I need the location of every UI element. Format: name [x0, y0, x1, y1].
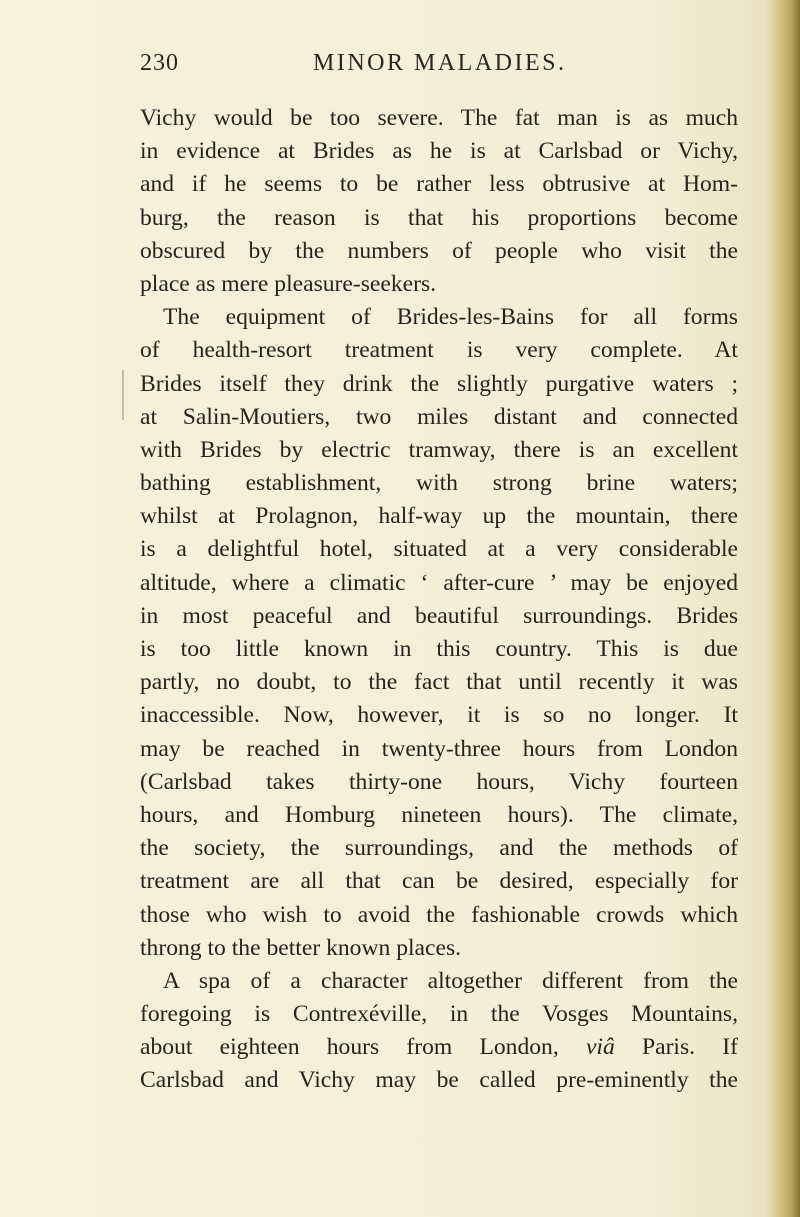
text-line: place as mere pleasure-seekers. [140, 270, 437, 297]
text-line: Vichy would be too severe. The fat man is as much [140, 105, 738, 131]
running-head: MINOR MALADIES. [313, 50, 567, 76]
text-line: burg, the reason is that his proportions become [140, 204, 738, 231]
italic-word: viâ [585, 1034, 615, 1061]
text-line: bathing establishment, with strong brine waters; [140, 470, 738, 497]
paragraph-start-line: The equipment of Brides-les-Bains for all forms [163, 304, 738, 331]
page-header [140, 50, 760, 84]
page-edge-shadow [766, 0, 800, 1217]
text-line: may be reached in twenty-three hours from London [140, 735, 738, 762]
text-line: Carlsbad and Vichy may be called pre-eminently the [140, 1067, 738, 1094]
text-line: in most peaceful and beautiful surroundings. Brides [140, 602, 738, 629]
text-line: inaccessible. Now, however, it is so no longer. It [140, 702, 738, 729]
paragraph-start-line: A spa of a character altogether different from the [163, 967, 738, 994]
text-line: treatment are all that can be desired, especially for [140, 868, 738, 895]
text-line: at Salin-Moutiers, two miles distant and connected [140, 403, 738, 430]
text-line: throng to the better known places. [140, 934, 462, 961]
text-line: altitude, where a climatic ‘ after-cure ’ may be enjoyed [140, 569, 738, 596]
body-text [140, 102, 738, 1098]
text-line: hours, and Homburg nineteen hours). The climate, [140, 801, 738, 828]
text-line: in evidence at Brides as he is at Carlsbad or Vichy, [140, 138, 738, 165]
text-segment: Paris. If [614, 1034, 738, 1061]
text-line: is a delightful hotel, situated at a very considerable [140, 536, 738, 563]
text-line: whilst at Prolagnon, half-way up the mountain, there [140, 503, 738, 530]
text-line: (Carlsbad takes thirty-one hours, Vichy fourteen [140, 768, 738, 795]
text-line: foregoing is Contrexéville, in the Vosges Mountains, [140, 1001, 738, 1028]
text-line: the society, the surroundings, and the methods of [140, 835, 738, 862]
text-line: Brides itself they drink the slightly purgative waters ; [140, 370, 738, 397]
text-line: of health-resort treatment is very complete. At [140, 337, 738, 364]
text-line: with Brides by electric tramway, there is an excellent [140, 436, 738, 463]
page-number: 230 [140, 50, 179, 76]
text-line: those who wish to avoid the fashionable crowds which [140, 901, 738, 928]
text-line: partly, no doubt, to the fact that until recently it was [140, 669, 738, 696]
margin-pencil-mark [122, 370, 124, 420]
text-line: and if he seems to be rather less obtrusive at Hom- [140, 171, 738, 198]
text-line: obscured by the numbers of people who visit the [140, 237, 738, 264]
text-line-with-italic [140, 1031, 738, 1064]
text-segment: about eighteen hours from London, [140, 1034, 586, 1061]
text-line: is too little known in this country. This is due [140, 636, 738, 662]
